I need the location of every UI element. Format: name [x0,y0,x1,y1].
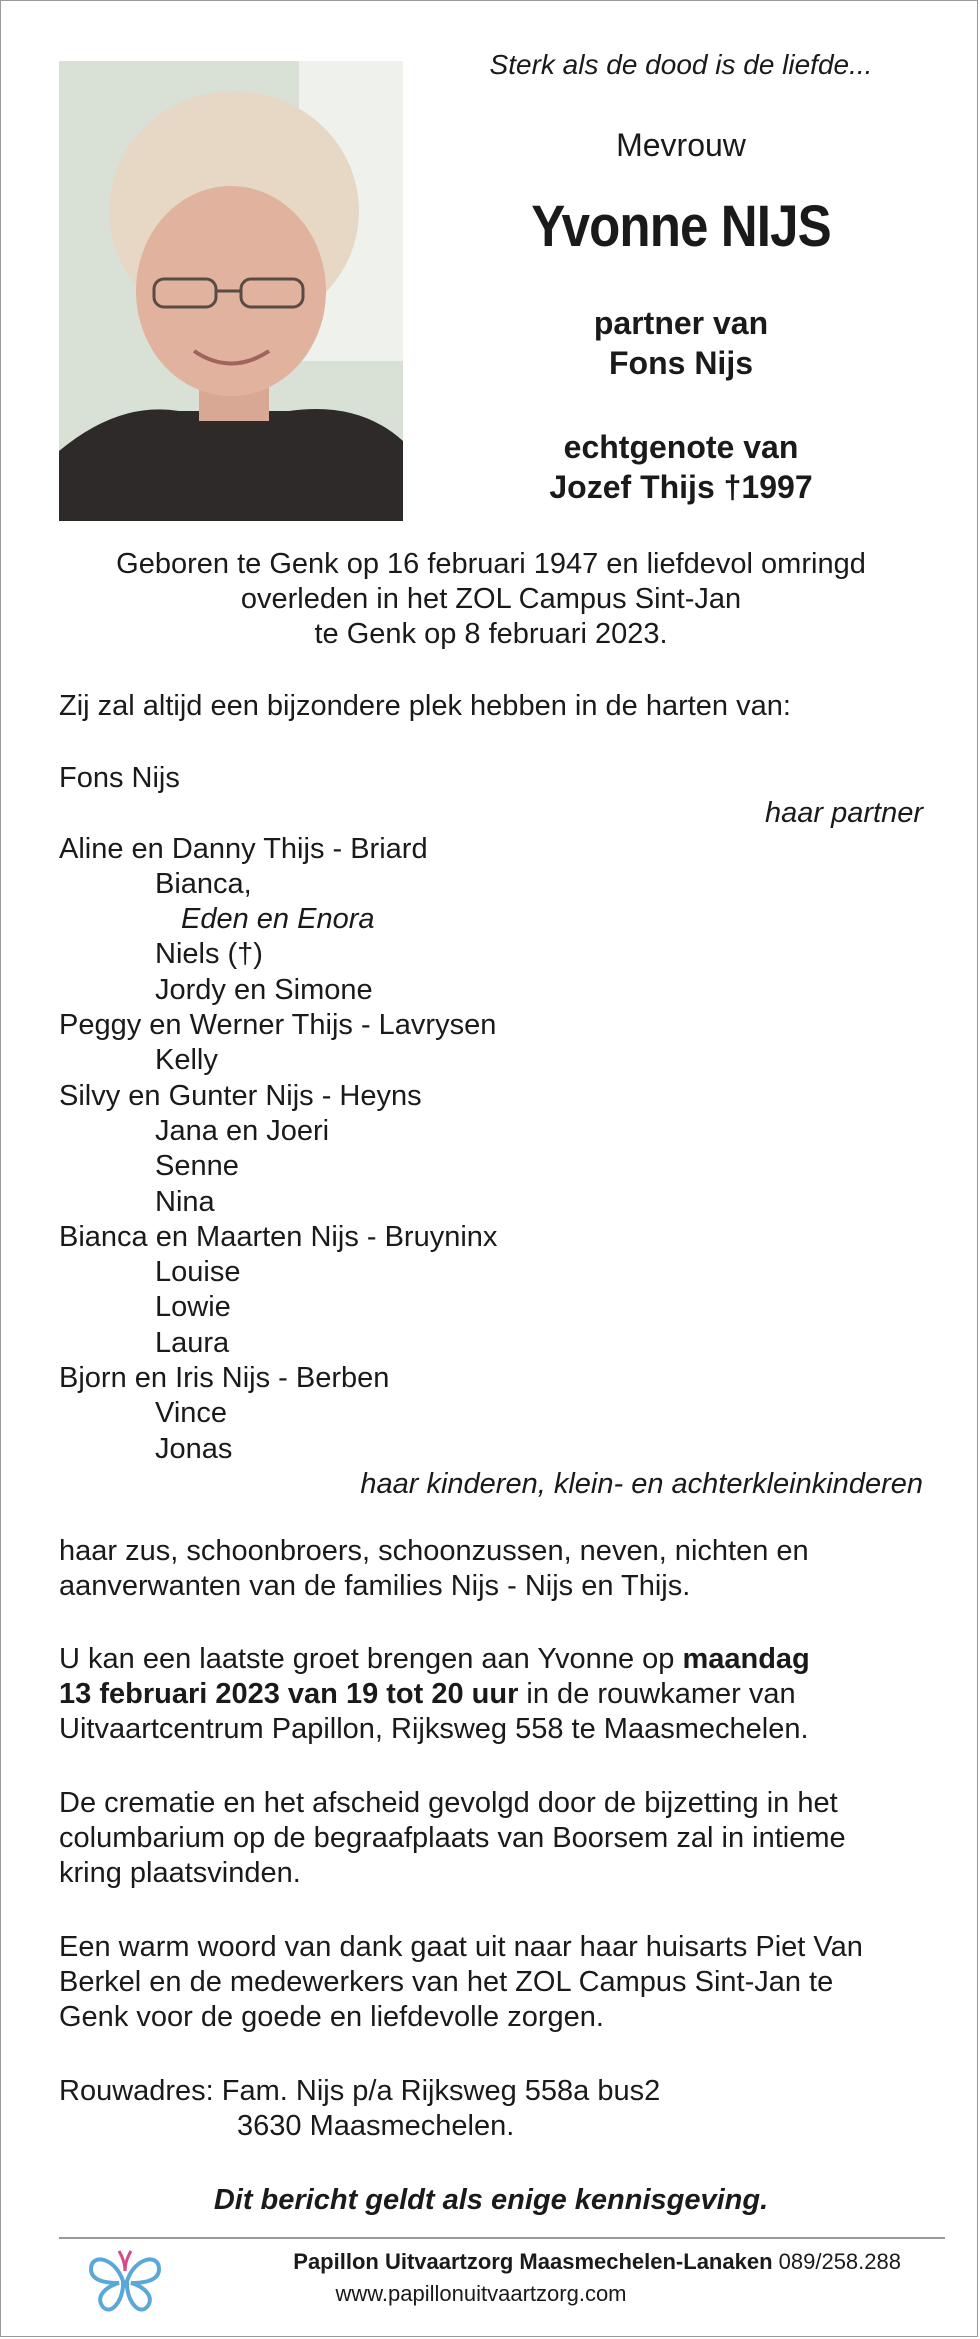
cremation-line-3: kring plaatsvinden. [59,1857,301,1889]
family-member: Lowie [155,1291,231,1324]
spouse-name: Jozef Thijs †1997 [549,469,813,505]
family-member: Laura [155,1326,230,1359]
funeral-home-name: Papillon Uitvaartzorg Maasmechelen-Lanaken [293,2249,773,2274]
thanks-line-3: Genk voor de goede en liefdevolle zorgen. [59,2001,604,2033]
visit-line-3: Uitvaartcentrum Papillon, Rijksweg 558 te Maasmechelen. [59,1713,809,1745]
deceased-name: Yvonne NIJS [531,194,831,259]
funeral-home-phone: 089/258.288 [772,2249,901,2274]
notice: Dit bericht geldt als enige kennisgeving. [213,2184,769,2216]
children-role: haar kinderen, klein- en achterkleinkinderen [360,1467,923,1500]
family-intro: Zij zal altijd een bijzondere plek hebben in de harten van: [59,690,791,722]
family-member: Bianca, [155,867,252,900]
family-member: Jana en Joeri [155,1114,330,1147]
family-member: Peggy en Werner Thijs - Lavrysen [59,1009,497,1042]
family-member: Eden en Enora [181,903,375,936]
family-member: Vince [155,1397,228,1430]
born-line-3: te Genk op 8 februari 2023. [314,618,668,650]
extended-family-line-2: aanverwanten van de families Nijs - Nijs en Thijs. [59,1570,691,1602]
thanks-line-2: Berkel en de medewerkers van het ZOL Campus Sint-Jan te [59,1966,834,1998]
family-member: Nina [155,1185,215,1218]
born-line-2: overleden in het ZOL Campus Sint-Jan [240,583,742,615]
visit-text-before: U kan een laatste groet brengen aan Yvonne op [59,1643,683,1675]
family-member: Niels (†) [155,938,263,971]
partner-role: haar partner [765,797,923,830]
born-line-1: Geboren te Genk op 16 februari 1947 en liefdevol omringd [116,548,866,580]
visit-datetime: 13 februari 2023 van 19 tot 20 uur [59,1678,519,1710]
family-member: Bjorn en Iris Nijs - Berben [59,1362,390,1395]
thanks-info [59,1930,929,2035]
thanks-line-1: Een warm woord van dank gaat uit naar haar huisarts Piet Van [59,1931,863,1963]
visitation-info [59,1642,929,1747]
address-line-1: Rouwadres: Fam. Nijs p/a Rijksweg 558a bus2 [59,2075,661,2107]
family-partner: Fons Nijs [59,762,180,794]
portrait-image [59,61,403,521]
funeral-home-website[interactable]: www.papillonuitvaartzorg.com [335,2281,627,2306]
spouse-label: echtgenote van [563,429,799,465]
footer-divider [59,2237,945,2239]
family-member: Aline en Danny Thijs - Briard [59,832,428,865]
partner-label: partner van [593,305,769,341]
family-member: Silvy en Gunter Nijs - Heyns [59,1079,422,1112]
portrait-photo [59,61,403,521]
visit-line-2 [59,1677,929,1712]
family-list [59,761,923,1502]
family-member: Jonas [155,1432,233,1465]
family-member: Jordy en Simone [155,973,373,1006]
butterfly-logo-icon [85,2247,165,2322]
extended-family [59,1534,929,1604]
cremation-line-2: columbarium op de begraafplaats van Boorsem zal in intieme [59,1822,846,1854]
visit-day: maandag [682,1643,810,1675]
family-member: Senne [155,1150,239,1183]
extended-family-line-1: haar zus, schoonbroers, schoonzussen, neven, nichten en [59,1535,809,1567]
cremation-line-1: De crematie en het afscheid gevolgd door de bijzetting in het [59,1787,838,1819]
family-member: Kelly [155,1044,218,1077]
family-member: Louise [155,1256,241,1289]
family-member: Bianca en Maarten Nijs - Bruyninx [59,1220,498,1253]
partner-name: Fons Nijs [608,345,753,381]
spouse-block [421,427,941,507]
motto: Sterk als de dood is de liefde... [489,49,873,80]
honorific: Mevrouw [616,127,746,163]
mourning-address [59,2074,929,2144]
partner-block [421,303,941,383]
birth-death-info [41,547,941,652]
funeral-home-line [181,2249,901,2275]
cremation-info [59,1786,929,1891]
visit-text-after: in de rouwkamer van [518,1678,796,1710]
visit-line-1 [59,1642,929,1677]
address-line-2: 3630 Maasmechelen. [237,2110,515,2142]
